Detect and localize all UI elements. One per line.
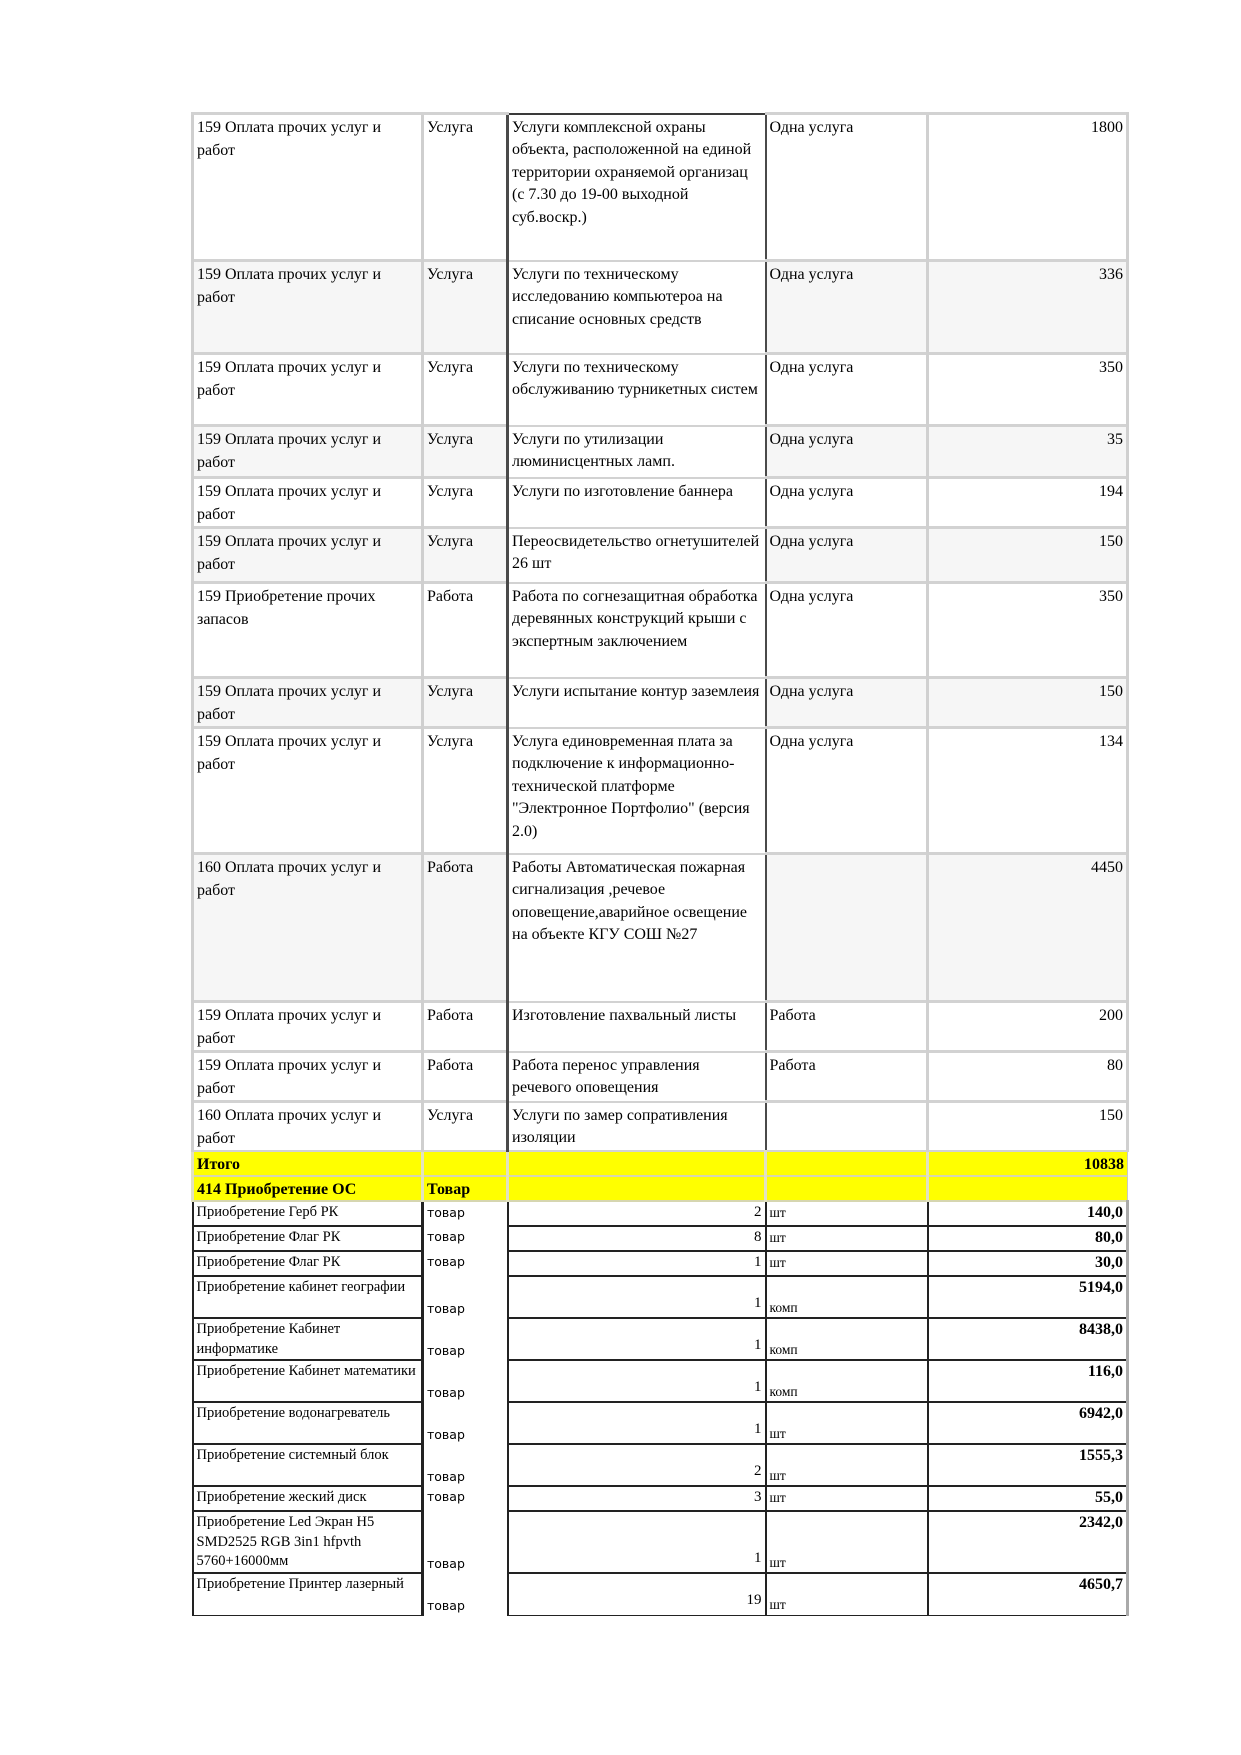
item-row (193, 1511, 1128, 1573)
type-cell: Услуга (423, 528, 508, 583)
unit-cell: Работа (766, 1052, 928, 1102)
item-name-cell: Приобретение водонагреватель (193, 1402, 423, 1444)
service-row (193, 261, 1128, 354)
expense-code-cell: 159 Оплата прочих услуг и работ (193, 261, 423, 354)
amount-cell: 350 (928, 354, 1128, 426)
empty-cell (928, 1176, 1128, 1201)
item-name-cell: Приобретение системный блок (193, 1444, 423, 1486)
description-cell: Услуги испытание контур заземлеия (508, 678, 766, 728)
item-name-cell: Приобретение Led Экран Н5 SMD2525 RGB 3in1 hfpvth 5760+16000мм (193, 1511, 423, 1573)
unit-cell (766, 1102, 928, 1152)
unit-cell: Одна услуга (766, 114, 928, 261)
service-row (193, 1002, 1128, 1052)
item-row (193, 1226, 1128, 1251)
service-row (193, 354, 1128, 426)
item-unit-cell: шт (766, 1444, 928, 1486)
expense-code-cell: 160 Оплата прочих услуг и работ (193, 1102, 423, 1152)
item-amount-cell: 8438,0 (928, 1318, 1128, 1360)
total-amount: 10838 (928, 1151, 1128, 1176)
item-amount-cell: 5194,0 (928, 1276, 1128, 1318)
empty-cell (508, 1151, 766, 1176)
item-qty-cell: 8 (508, 1226, 766, 1251)
amount-cell: 35 (928, 426, 1128, 478)
item-unit-cell: шт (766, 1251, 928, 1276)
unit-cell: Одна услуга (766, 261, 928, 354)
item-type-cell: товар (423, 1511, 508, 1573)
item-amount-cell: 4650,7 (928, 1573, 1128, 1615)
amount-cell: 134 (928, 728, 1128, 854)
item-type-cell: товар (423, 1226, 508, 1251)
expense-code-cell: 159 Оплата прочих услуг и работ (193, 1052, 423, 1102)
item-qty-cell: 2 (508, 1444, 766, 1486)
type-cell: Работа (423, 854, 508, 1002)
service-row (193, 678, 1128, 728)
item-qty-cell: 3 (508, 1486, 766, 1511)
item-type-cell: товар (423, 1573, 508, 1615)
description-cell: Работы Автоматическая пожарная сигнализация ,речевое оповещение,аварийное освещение на объекте КГУ СОШ №27 (508, 854, 766, 1002)
item-name-cell: Приобретение Кабинет информатике (193, 1318, 423, 1360)
unit-cell: Одна услуга (766, 678, 928, 728)
description-cell: Услуги по изготовление баннера (508, 478, 766, 528)
type-cell: Услуга (423, 114, 508, 261)
unit-cell: Одна услуга (766, 728, 928, 854)
item-type-cell: товар (423, 1276, 508, 1318)
unit-cell: Одна услуга (766, 478, 928, 528)
item-name-cell: Приобретение Флаг РК (193, 1251, 423, 1276)
item-qty-cell: 1 (508, 1511, 766, 1573)
empty-cell (766, 1176, 928, 1201)
item-amount-cell: 6942,0 (928, 1402, 1128, 1444)
unit-cell (766, 854, 928, 1002)
expense-code-cell: 159 Оплата прочих услуг и работ (193, 426, 423, 478)
item-qty-cell: 1 (508, 1318, 766, 1360)
expense-code-cell: 160 Оплата прочих услуг и работ (193, 854, 423, 1002)
amount-cell: 194 (928, 478, 1128, 528)
item-type-cell: товар (423, 1402, 508, 1444)
item-amount-cell: 1555,3 (928, 1444, 1128, 1486)
item-name-cell: Приобретение Кабинет математики (193, 1360, 423, 1402)
service-row (193, 1052, 1128, 1102)
service-row (193, 426, 1128, 478)
item-row (193, 1486, 1128, 1511)
item-amount-cell: 2342,0 (928, 1511, 1128, 1573)
empty-cell (423, 1151, 508, 1176)
item-row (193, 1402, 1128, 1444)
amount-cell: 200 (928, 1002, 1128, 1052)
item-row (193, 1318, 1128, 1360)
service-row (193, 528, 1128, 583)
description-cell: Услуги по утилизации люминисцентных ламп. (508, 426, 766, 478)
item-unit-cell: шт (766, 1511, 928, 1573)
item-qty-cell: 19 (508, 1573, 766, 1615)
item-type-cell: товар (423, 1201, 508, 1226)
item-qty-cell: 2 (508, 1201, 766, 1226)
item-row (193, 1201, 1128, 1226)
type-cell: Услуга (423, 678, 508, 728)
service-row (193, 114, 1128, 261)
item-qty-cell: 1 (508, 1360, 766, 1402)
item-row (193, 1251, 1128, 1276)
item-unit-cell: комп (766, 1276, 928, 1318)
type-cell: Услуга (423, 426, 508, 478)
item-name-cell: Приобретение Принтер лазерный (193, 1573, 423, 1615)
description-cell: Услуги по техническому обслуживанию турникетных систем (508, 354, 766, 426)
expense-code-cell: 159 Оплата прочих услуг и работ (193, 354, 423, 426)
item-amount-cell: 140,0 (928, 1201, 1128, 1226)
amount-cell: 336 (928, 261, 1128, 354)
description-cell: Переосвидетельство огнетушителей 26 шт (508, 528, 766, 583)
unit-cell: Одна услуга (766, 426, 928, 478)
item-unit-cell: шт (766, 1201, 928, 1226)
item-name-cell: Приобретение жеский диск (193, 1486, 423, 1511)
empty-cell (766, 1151, 928, 1176)
item-unit-cell: шт (766, 1226, 928, 1251)
type-cell: Услуга (423, 1102, 508, 1152)
item-row (193, 1573, 1128, 1615)
item-unit-cell: комп (766, 1360, 928, 1402)
item-amount-cell: 30,0 (928, 1251, 1128, 1276)
total-row (193, 1151, 1128, 1176)
expense-code-cell: 159 Оплата прочих услуг и работ (193, 678, 423, 728)
amount-cell: 150 (928, 678, 1128, 728)
type-cell: Услуга (423, 478, 508, 528)
item-unit-cell: шт (766, 1573, 928, 1615)
description-cell: Услуги по замер сопративления изоляции (508, 1102, 766, 1152)
amount-cell: 150 (928, 1102, 1128, 1152)
item-type-cell: товар (423, 1486, 508, 1511)
description-cell: Услуги комплексной охраны объекта, расположенной на единой территории охраняемой организац (с 7.30 до 19-00 выходной суб.воскр.) (508, 114, 766, 261)
expense-code-cell: 159 Оплата прочих услуг и работ (193, 478, 423, 528)
description-cell: Работа перенос управления речевого оповещения (508, 1052, 766, 1102)
item-amount-cell: 55,0 (928, 1486, 1128, 1511)
item-type-cell: товар (423, 1444, 508, 1486)
item-unit-cell: шт (766, 1402, 928, 1444)
expense-code-cell: 159 Оплата прочих услуг и работ (193, 114, 423, 261)
item-type-cell: товар (423, 1318, 508, 1360)
unit-cell: Одна услуга (766, 583, 928, 678)
item-name-cell: Приобретение Герб РК (193, 1201, 423, 1226)
type-cell: Услуга (423, 728, 508, 854)
item-row (193, 1276, 1128, 1318)
item-type-cell: товар (423, 1360, 508, 1402)
total-label: Итого (193, 1151, 423, 1176)
type-cell: Услуга (423, 354, 508, 426)
item-unit-cell: шт (766, 1486, 928, 1511)
amount-cell: 150 (928, 528, 1128, 583)
item-qty-cell: 1 (508, 1276, 766, 1318)
item-type-cell: товар (423, 1251, 508, 1276)
service-row (193, 1102, 1128, 1152)
expense-code-cell: 159 Оплата прочих услуг и работ (193, 528, 423, 583)
budget-table (191, 112, 1129, 1616)
service-row (193, 478, 1128, 528)
section-label: 414 Приобретение ОС (193, 1176, 423, 1201)
item-name-cell: Приобретение Флаг РК (193, 1226, 423, 1251)
type-cell: Услуга (423, 261, 508, 354)
item-qty-cell: 1 (508, 1251, 766, 1276)
item-name-cell: Приобретение кабинет географии (193, 1276, 423, 1318)
amount-cell: 1800 (928, 114, 1128, 261)
expense-code-cell: 159 Оплата прочих услуг и работ (193, 728, 423, 854)
amount-cell: 80 (928, 1052, 1128, 1102)
description-cell: Работа по согнезащитная обработка деревянных конструкций крыши с экспертным заключением (508, 583, 766, 678)
item-row (193, 1444, 1128, 1486)
item-row (193, 1360, 1128, 1402)
empty-cell (508, 1176, 766, 1201)
expense-code-cell: 159 Приобретение прочих запасов (193, 583, 423, 678)
section-header-row (193, 1176, 1128, 1201)
service-row (193, 854, 1128, 1002)
service-row (193, 728, 1128, 854)
type-cell: Работа (423, 583, 508, 678)
unit-cell: Одна услуга (766, 354, 928, 426)
item-qty-cell: 1 (508, 1402, 766, 1444)
description-cell: Услуги по техническому исследованию компьютероа на списание основных средств (508, 261, 766, 354)
item-amount-cell: 80,0 (928, 1226, 1128, 1251)
expense-code-cell: 159 Оплата прочих услуг и работ (193, 1002, 423, 1052)
unit-cell: Одна услуга (766, 528, 928, 583)
unit-cell: Работа (766, 1002, 928, 1052)
type-cell: Работа (423, 1002, 508, 1052)
amount-cell: 4450 (928, 854, 1128, 1002)
section-type: Товар (423, 1176, 508, 1201)
description-cell: Услуга единовременная плата за подключение к информационно- технической платформе "Электронное Портфолио" (версия 2.0) (508, 728, 766, 854)
type-cell: Работа (423, 1052, 508, 1102)
service-row (193, 583, 1128, 678)
item-amount-cell: 116,0 (928, 1360, 1128, 1402)
amount-cell: 350 (928, 583, 1128, 678)
item-unit-cell: комп (766, 1318, 928, 1360)
description-cell: Изготовление пахвальный листы (508, 1002, 766, 1052)
